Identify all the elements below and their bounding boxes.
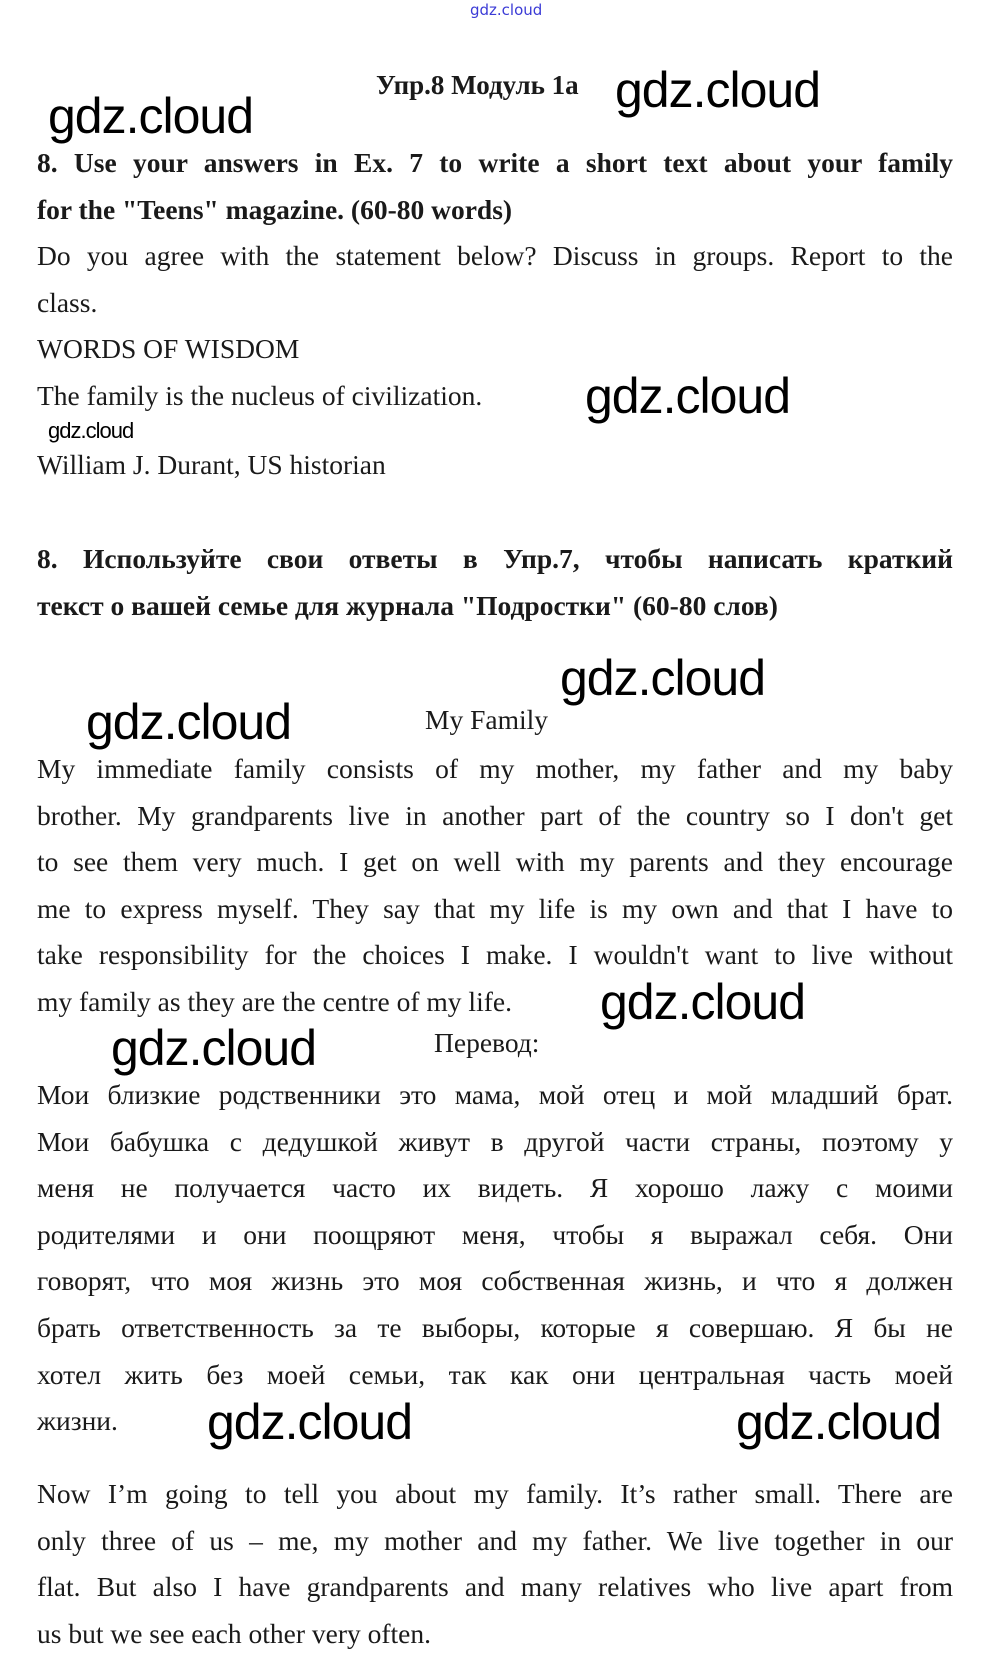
watermark: gdz.cloud — [48, 88, 254, 144]
translation-line: Мои бабушка с дедушкой живут в другой части страны, поэтому у — [37, 1125, 953, 1157]
watermark: gdz.cloud — [585, 368, 791, 424]
watermark: gdz.cloud — [207, 1394, 413, 1450]
task-line: class. — [37, 286, 98, 318]
translation-line: жизни. — [37, 1405, 118, 1437]
essay-line: My immediate family consists of my mother, my father and my baby — [37, 753, 953, 784]
extra-line: only three of us – me, my mother and my father. We live together in our — [37, 1524, 953, 1556]
translation-line: говорят, что моя жизнь это моя собственная жизнь, и что я должен — [37, 1265, 953, 1297]
essay-line: my family as they are the centre of my life. — [37, 985, 512, 1017]
extra-line: flat. But also I have grandparents and many relatives who live apart from — [37, 1571, 953, 1603]
watermark: gdz.cloud — [736, 1394, 942, 1450]
essay-title: My Family — [425, 704, 548, 735]
task-heading-line: for the "Teens" magazine. (60-80 words) — [37, 193, 513, 225]
quote-text: The family is the nucleus of civilization. — [37, 379, 483, 411]
translation-line: хотел жить без моей семьи, так как они центральная часть моей — [37, 1358, 953, 1390]
essay-line: me to express myself. They say that my life is my own and that I have to — [37, 892, 953, 924]
extra-paragraph — [37, 1471, 953, 1657]
page-title: Упр.8 Модуль 1a — [376, 70, 579, 100]
watermark: gdz.cloud — [615, 62, 821, 118]
translation-line: родителями и они поощряют меня, чтобы я выражал себя. Они — [37, 1218, 953, 1250]
task-english — [37, 140, 953, 488]
watermark: gdz.cloud — [600, 974, 806, 1030]
extra-line: Now I’m going to tell you about my family. It’s rather small. There are — [37, 1478, 953, 1509]
task-line: Do you agree with the statement below? Discuss in groups. Report to the — [37, 240, 953, 272]
watermark: gdz.cloud — [111, 1020, 317, 1076]
essay-line: brother. My grandparents live in another part of the country so I don't get — [37, 799, 953, 831]
translation-line: брать ответственность за те выборы, которые я совершаю. Я бы не — [37, 1311, 953, 1343]
translation-label: Перевод: — [434, 1027, 540, 1058]
task-russian — [37, 536, 953, 629]
extra-line: us but we see each other very often. — [37, 1617, 432, 1649]
watermark: gdz.cloud — [560, 650, 766, 706]
task-heading-line: 8. Use your answers in Ex. 7 to write a short text about your family — [37, 147, 953, 178]
essay-line: to see them very much. I get on well with my parents and they encourage — [37, 846, 953, 878]
essay-line: take responsibility for the choices I make. I wouldn't want to live without — [37, 939, 953, 971]
watermark: gdz.cloud — [86, 694, 292, 750]
task-ru-line: 8. Используйте свои ответы в Упр.7, чтобы написать краткий — [37, 543, 953, 574]
essay — [37, 746, 953, 1030]
translation-line: меня не получается часто их видеть. Я хорошо лажу с моими — [37, 1172, 953, 1204]
translation — [37, 1072, 953, 1450]
top-watermark: gdz.cloud — [470, 1, 543, 19]
translation-line: Мои близкие родственники это мама, мой отец и мой младший брат. — [37, 1079, 953, 1110]
quote-heading: WORDS OF WISDOM — [37, 333, 300, 365]
quote-author: William J. Durant, US historian — [37, 448, 386, 480]
task-ru-line: текст о вашей семье для журнала "Подростки" (60-80 слов) — [37, 589, 778, 621]
watermark: gdz.cloud — [48, 418, 134, 443]
